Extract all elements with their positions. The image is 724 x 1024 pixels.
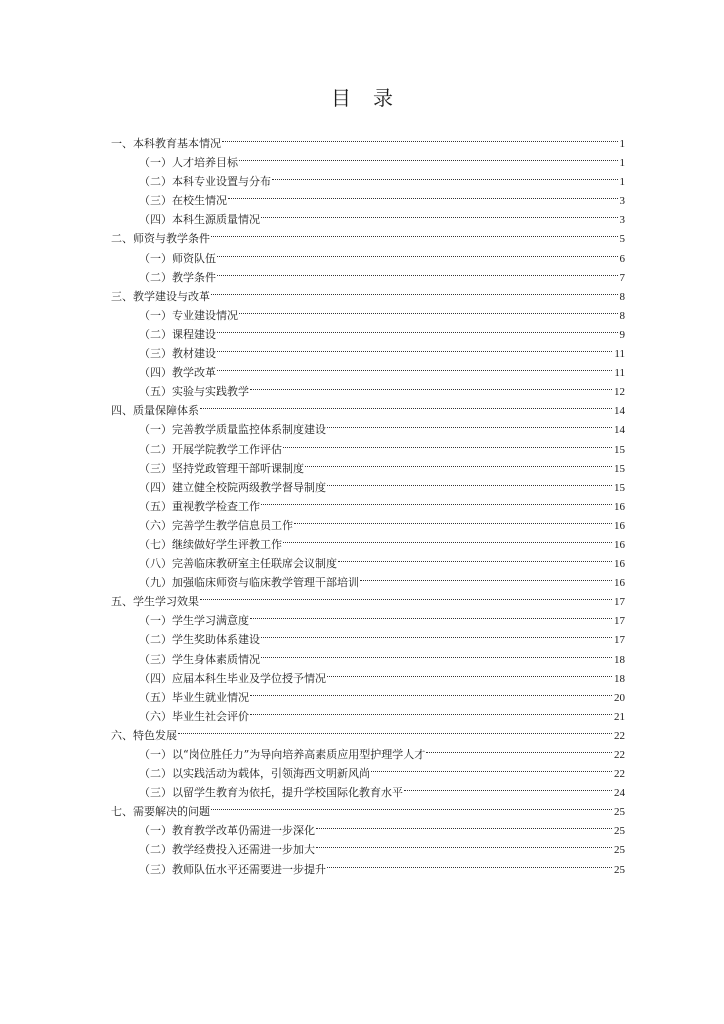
- toc-entry-label: 五、学生学习效果: [111, 595, 199, 609]
- toc-page-number: 17: [614, 634, 625, 647]
- toc-entry-label: （一）学生学习满意度: [139, 614, 249, 628]
- toc-page-number: 25: [614, 806, 625, 819]
- toc-entry-label: （二）以实践活动为载体，引领海西文明新风尚: [139, 767, 370, 781]
- toc-page-number: 25: [614, 825, 625, 838]
- toc-entry-label: （九）加强临床师资与临床教学管理干部培训: [139, 576, 359, 590]
- toc-entry-label: （四）教学改革: [139, 366, 216, 380]
- toc-entry-label: （二）开展学院教学工作评估: [139, 442, 282, 456]
- toc-dot-leader: [239, 147, 618, 166]
- toc-dot-leader: [217, 243, 618, 262]
- toc-dot-leader: [261, 491, 612, 510]
- toc-entry-label: （二）课程建设: [139, 327, 216, 341]
- toc-entry-label: （三）教师队伍水平还需要进一步提升: [139, 862, 326, 876]
- toc-dot-leader: [283, 434, 612, 453]
- toc-dot-leader: [360, 567, 612, 586]
- toc-page-number: 17: [614, 615, 625, 628]
- toc-dot-leader: [178, 720, 612, 739]
- toc-page-number: 15: [614, 443, 625, 456]
- toc-dot-leader: [250, 682, 612, 701]
- toc-dot-leader: [217, 357, 612, 376]
- toc-dot-leader: [316, 834, 612, 853]
- page-title-char-2: 录: [373, 86, 393, 110]
- toc-page-number: 1: [619, 138, 625, 150]
- toc-page-number: 3: [619, 214, 625, 227]
- toc-entry-label: （一）人才培养目标: [139, 156, 238, 170]
- toc-entry-label: 四、质量保障体系: [111, 404, 199, 418]
- toc-dot-leader: [294, 510, 612, 529]
- toc-page-number: 25: [614, 863, 625, 876]
- page-title: [0, 84, 724, 112]
- toc-page-number: 16: [614, 577, 625, 590]
- toc-entry-label: （六）毕业生社会评价: [139, 709, 249, 723]
- toc-entry-label: （二）教学条件: [139, 270, 216, 284]
- toc-entry-label: （三）以留学生教育为依托，提升学校国际化教育水平: [139, 786, 403, 800]
- toc-page-number: 7: [619, 271, 625, 284]
- toc-entry-label: （四）建立健全校院两级教学督导制度: [139, 480, 326, 494]
- toc-page-number: 16: [614, 500, 625, 513]
- toc-entry-label: 一、本科教育基本情况: [111, 137, 221, 150]
- toc-dot-leader: [327, 663, 612, 682]
- toc-entry-label: （七）继续做好学生评教工作: [139, 537, 282, 551]
- toc-page-number: 11: [614, 348, 625, 361]
- toc-page-number: 6: [619, 252, 625, 265]
- toc-dot-leader: [327, 414, 612, 433]
- toc-page-number: 3: [619, 195, 625, 208]
- toc-dot-leader: [200, 586, 612, 605]
- toc-dot-leader: [283, 529, 612, 548]
- toc-dot-leader: [217, 262, 618, 281]
- toc-entry-label: （四）应届本科生毕业及学位授予情况: [139, 671, 326, 685]
- toc-dot-leader: [316, 815, 612, 834]
- toc-page-number: 9: [619, 328, 625, 341]
- toc-page-number: 18: [614, 653, 625, 666]
- toc-section-entry[interactable]: [111, 128, 625, 150]
- toc-page-number: 1: [619, 176, 625, 189]
- toc-page-number: 5: [619, 233, 625, 246]
- toc-entry-label: （五）实验与实践教学: [139, 385, 249, 399]
- toc-page-number: 8: [619, 290, 625, 303]
- toc-entry-label: （六）完善学生教学信息员工作: [139, 518, 293, 532]
- toc-dot-leader: [261, 204, 618, 223]
- toc-page-number: 16: [614, 558, 625, 571]
- page-title-char-1: 目: [331, 86, 351, 110]
- toc-entry-label: 七、需要解决的问题: [111, 805, 210, 819]
- toc-entry-label: （二）学生奖助体系建设: [139, 633, 260, 647]
- toc-page-number: 22: [614, 768, 625, 781]
- toc-page-number: 17: [614, 596, 625, 609]
- toc-entry-label: 六、特色发展: [111, 728, 177, 742]
- toc-dot-leader: [327, 854, 612, 873]
- toc-entry-label: （一）师资队伍: [139, 251, 216, 265]
- toc-subsection-entry[interactable]: [111, 739, 625, 761]
- toc-dot-leader: [261, 644, 612, 663]
- toc-dot-leader: [217, 319, 618, 338]
- toc-dot-leader: [217, 338, 612, 357]
- toc-dot-leader: [222, 128, 618, 147]
- toc-dot-leader: [404, 777, 612, 796]
- toc-dot-leader: [211, 281, 618, 300]
- toc-page-number: 22: [614, 749, 625, 761]
- toc-dot-leader: [250, 701, 612, 720]
- toc-page-number: 15: [614, 462, 625, 475]
- toc-page-number: 1: [619, 157, 625, 170]
- toc-entry-label: （一）教育教学改革仍需进一步深化: [139, 824, 315, 838]
- toc-dot-leader: [239, 300, 618, 319]
- toc-page-number: 8: [619, 309, 625, 322]
- toc-entry-label: （一）完善教学质量监控体系制度建设: [139, 423, 326, 437]
- toc-entry-label: （一）以“岗位胜任力”为导向培养高素质应用型护理学人才: [139, 748, 426, 761]
- toc-entry-label: （五）重视教学检查工作: [139, 499, 260, 513]
- toc-page-number: 25: [614, 844, 625, 857]
- toc-entry-label: （三）坚持党政管理干部听课制度: [139, 461, 304, 475]
- table-of-contents: [111, 128, 625, 876]
- toc-entry-label: （三）在校生情况: [139, 194, 227, 208]
- toc-dot-leader: [211, 223, 618, 242]
- toc-page-number: 11: [614, 367, 625, 380]
- toc-dot-leader: [250, 605, 612, 624]
- toc-dot-leader: [426, 739, 612, 758]
- toc-entry-label: （三）教材建设: [139, 347, 216, 361]
- toc-dot-leader: [327, 472, 612, 491]
- toc-entry-label: （八）完善临床教研室主任联席会议制度: [139, 557, 337, 571]
- toc-entry-label: （二）本科专业设置与分布: [139, 175, 271, 189]
- toc-page-number: 22: [614, 729, 625, 742]
- toc-page-number: 21: [614, 710, 625, 723]
- toc-page-number: 20: [614, 691, 625, 704]
- toc-page-number: 14: [614, 424, 625, 437]
- toc-dot-leader: [272, 166, 618, 185]
- toc-page-number: 15: [614, 481, 625, 494]
- toc-entry-label: （一）专业建设情况: [139, 308, 238, 322]
- toc-page-number: 12: [614, 386, 625, 399]
- toc-section-entry[interactable]: [111, 720, 625, 742]
- toc-dot-leader: [250, 376, 612, 395]
- toc-page-number: 24: [614, 787, 625, 800]
- toc-dot-leader: [305, 453, 612, 472]
- toc-page-number: 14: [614, 405, 625, 418]
- toc-entry-label: 二、师资与教学条件: [111, 232, 210, 246]
- toc-dot-leader: [371, 758, 612, 777]
- toc-entry-label: （二）教学经费投入还需进一步加大: [139, 843, 315, 857]
- toc-entry-label: （三）学生身体素质情况: [139, 652, 260, 666]
- toc-entry-label: 三、教学建设与改革: [111, 289, 210, 303]
- toc-dot-leader: [261, 624, 612, 643]
- toc-page-number: 16: [614, 519, 625, 532]
- toc-dot-leader: [211, 796, 612, 815]
- toc-page-number: 16: [614, 538, 625, 551]
- toc-dot-leader: [338, 548, 612, 567]
- toc-dot-leader: [200, 395, 612, 414]
- toc-entry-label: （五）毕业生就业情况: [139, 690, 249, 704]
- toc-dot-leader: [228, 185, 618, 204]
- toc-entry-label: （四）本科生源质量情况: [139, 213, 260, 227]
- toc-page-number: 18: [614, 672, 625, 685]
